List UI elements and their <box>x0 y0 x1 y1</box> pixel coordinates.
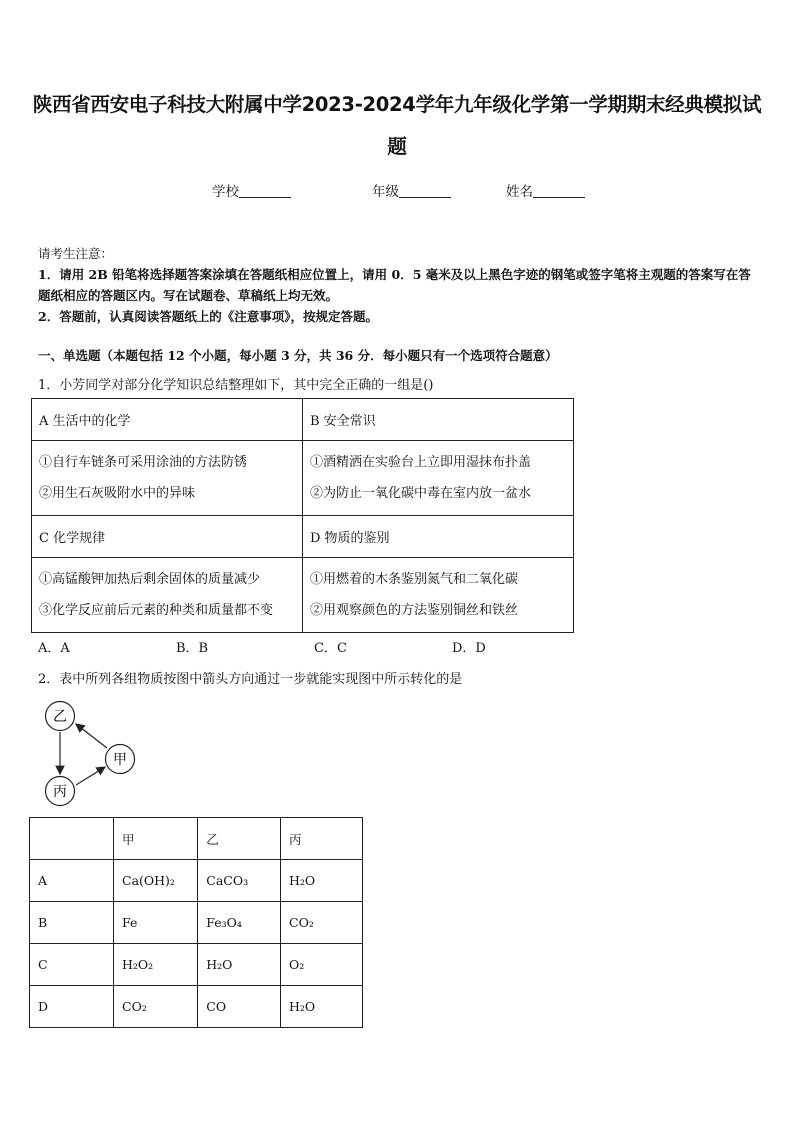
table-cell: H₂O <box>281 986 363 1028</box>
table-cell <box>303 441 574 516</box>
table-header-cell <box>30 818 114 860</box>
table-cell: CO₂ <box>114 986 198 1028</box>
table-cell <box>32 558 303 633</box>
table-row <box>30 860 363 902</box>
choice-c[interactable]: C．C <box>314 641 347 656</box>
node-jia-label: 甲 <box>113 752 127 768</box>
table-cell: D 物质的鉴别 <box>303 516 574 558</box>
table-row <box>32 516 574 558</box>
table-cell: Ca(OH)₂ <box>114 860 198 902</box>
table-cell <box>303 558 574 633</box>
arrow-jia-to-yi <box>76 724 107 748</box>
cell-line: ①自行车链条可采用涂油的方法防锈 <box>39 455 248 470</box>
table-header-cell: 丙 <box>281 818 363 860</box>
table-row <box>30 902 363 944</box>
table-cell: CO <box>198 986 281 1028</box>
grade-field[interactable] <box>372 180 451 200</box>
cell-line: ②为防止一氧化碳中毒在室内放一盆水 <box>310 486 532 501</box>
table-cell: D <box>30 986 114 1028</box>
name-field[interactable] <box>506 180 585 200</box>
choice-d[interactable]: D．D <box>452 641 486 656</box>
table-cell: B <box>30 902 114 944</box>
name-blank[interactable] <box>533 184 585 198</box>
question-2-table <box>29 817 363 1028</box>
table-cell: H₂O <box>198 944 281 986</box>
question-1-table <box>31 398 574 633</box>
grade-label: 年级 <box>372 184 399 200</box>
grade-blank[interactable] <box>399 184 451 198</box>
choice-b[interactable]: B．B <box>176 641 209 656</box>
table-row <box>30 944 363 986</box>
table-row <box>32 558 574 633</box>
cell-line: ②用生石灰吸附水中的异味 <box>39 486 196 501</box>
table-cell: Fe <box>114 902 198 944</box>
arrow-bing-to-jia <box>76 767 105 785</box>
school-blank[interactable] <box>239 184 291 198</box>
table-row <box>32 441 574 516</box>
school-label: 学校 <box>212 184 239 200</box>
exam-notice <box>38 243 758 327</box>
cell-line: ③化学反应前后元素的种类和质量都不变 <box>39 603 274 618</box>
table-cell: CO₂ <box>281 902 363 944</box>
cell-line: ①酒精洒在实验台上立即用湿抹布扑盖 <box>310 455 532 470</box>
node-yi-label: 乙 <box>53 709 67 725</box>
question-1-text: 1．小芳同学对部分化学知识总结整理如下，其中完全正确的一组是() <box>38 378 434 393</box>
school-field[interactable] <box>212 180 291 200</box>
table-cell: H₂O₂ <box>114 944 198 986</box>
table-row <box>32 399 574 441</box>
node-bing-label: 丙 <box>53 784 67 800</box>
question-2-text: 2．表中所列各组物质按图中箭头方向通过一步就能实现图中所示转化的是 <box>38 672 463 687</box>
table-cell: O₂ <box>281 944 363 986</box>
section-heading: 一、单选题（本题包括 12 个小题，每小题 3 分，共 36 分．每小题只有一个选项符合题意） <box>38 348 558 363</box>
table-header-cell: 乙 <box>198 818 281 860</box>
cell-line: ①高锰酸钾加热后剩余固体的质量减少 <box>39 572 261 587</box>
cell-line: ①用燃着的木条鉴别氮气和二氧化碳 <box>310 572 519 587</box>
table-row <box>30 986 363 1028</box>
table-cell: Fe₃O₄ <box>198 902 281 944</box>
choice-a[interactable]: A．A <box>38 641 70 656</box>
table-header-cell: 甲 <box>114 818 198 860</box>
conversion-diagram <box>38 697 148 807</box>
table-header-row <box>30 818 363 860</box>
table-cell <box>32 441 303 516</box>
name-label: 姓名 <box>506 184 533 200</box>
table-cell: C <box>30 944 114 986</box>
table-cell: B 安全常识 <box>303 399 574 441</box>
table-cell: H₂O <box>281 860 363 902</box>
cell-line: ②用观察颜色的方法鉴别铜丝和铁丝 <box>310 603 519 618</box>
table-cell: A <box>30 860 114 902</box>
notice-heading: 请考生注意： <box>38 246 114 261</box>
table-cell: A 生活中的化学 <box>32 399 303 441</box>
table-cell: CaCO₃ <box>198 860 281 902</box>
notice-item: 2．答题前，认真阅读答题纸上的《注意事项》，按规定答题。 <box>38 309 378 324</box>
exam-title: 陕西省西安电子科技大附属中学2023-2024学年九年级化学第一学期期末经典模拟试题 <box>32 93 762 158</box>
notice-item: 1．请用 2B 铅笔将选择题答案涂填在答题纸相应位置上，请用 0．5 毫米及以上黑色字迹的钢笔或签字笔将主观题的答案写在答题纸相应的答题区内。写在试题卷、草稿纸上均无效。 <box>38 267 751 303</box>
table-cell: C 化学规律 <box>32 516 303 558</box>
